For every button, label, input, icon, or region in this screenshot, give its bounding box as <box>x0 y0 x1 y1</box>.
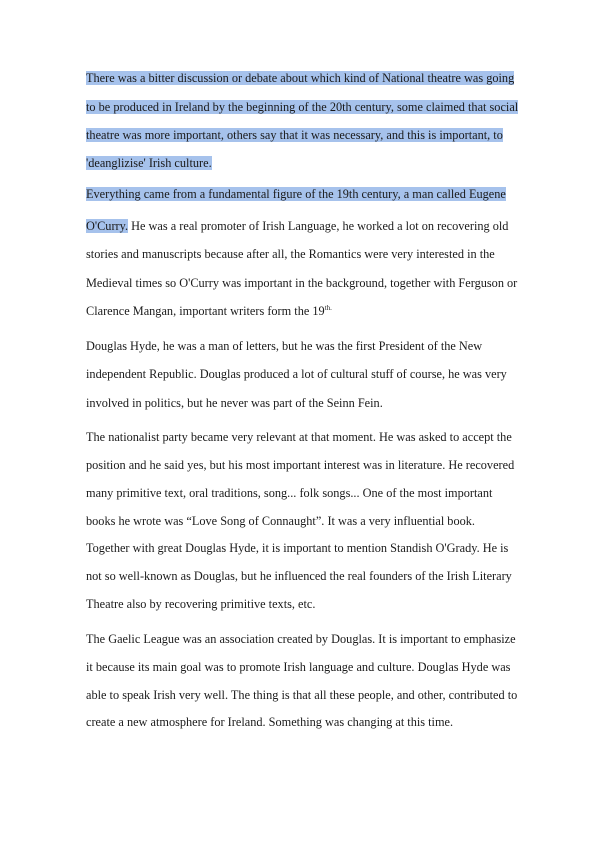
paragraph-4-line-7: Theatre also by recovering primitive texts, etc. <box>86 597 316 611</box>
paragraph-5-line-1: The Gaelic League was an association created by Douglas. It is important to emphasize <box>86 632 516 646</box>
paragraph-4-line-2: position and he said yes, but his most important interest was in literature. He recovered <box>86 458 515 472</box>
paragraph-2-line-5 <box>86 303 332 319</box>
paragraph-3-line-1: Douglas Hyde, he was a man of letters, but he was the first President of the New <box>86 339 483 353</box>
paragraph-2-line-3: stories and manuscripts because after all, the Romantics were very interested in the <box>86 247 495 261</box>
highlight: O'Curry. <box>86 219 129 233</box>
paragraph-5-line-3: able to speak Irish very well. The thing is that all these people, and other, contributed to <box>86 688 518 702</box>
paragraph-5-line-2: it because its main goal was to promote Irish language and culture. Douglas Hyde was <box>86 660 511 674</box>
highlight: Everything came from a fundamental figure of the 19th century, a man called Eugene <box>86 187 506 201</box>
paragraph-4-line-3: many primitive text, oral traditions, song... folk songs... One of the most important <box>86 486 493 500</box>
paragraph-3-line-3: involved in politics, but he never was part of the Seinn Fein. <box>86 396 383 410</box>
highlight: There was a bitter discussion or debate about which kind of National theatre was going <box>86 71 515 85</box>
highlight: to be produced in Ireland by the beginning of the 20th century, some claimed that social <box>86 100 519 114</box>
paragraph-4-line-5: Together with great Douglas Hyde, it is important to mention Standish O'Grady. He is <box>86 541 509 555</box>
text-run: He was a real promoter of Irish Language, he worked a lot on recovering old <box>128 219 509 233</box>
highlight: theatre was more important, others say that it was necessary, and this is important, to <box>86 128 503 142</box>
paragraph-3-line-2: independent Republic. Douglas produced a lot of cultural stuff of course, he was very <box>86 367 507 381</box>
paragraph-1-line-3 <box>86 127 503 143</box>
paragraph-5-line-4: create a new atmosphere for Ireland. Something was changing at this time. <box>86 715 454 729</box>
paragraph-2-line-4: Medieval times so O'Curry was important in the background, together with Ferguson or <box>86 276 518 290</box>
highlight: 'deanglizise' Irish culture. <box>86 156 212 170</box>
paragraph-2-line-2 <box>86 218 508 234</box>
text-run: Clarence Mangan, important writers form the 19 <box>86 304 325 318</box>
paragraph-4-line-1: The nationalist party became very relevant at that moment. He was asked to accept the <box>86 430 512 444</box>
superscript: th. <box>324 304 332 312</box>
paragraph-1-line-2 <box>86 99 518 115</box>
paragraph-2-line-1 <box>86 186 506 202</box>
paragraph-1-line-4 <box>86 155 212 171</box>
paragraph-1-line-1 <box>86 70 514 86</box>
paragraph-4-line-6: not so well-known as Douglas, but he influenced the real founders of the Irish Literary <box>86 569 512 583</box>
paragraph-4-line-4: books he wrote was “Love Song of Connaught”. It was a very influential book. <box>86 514 475 528</box>
